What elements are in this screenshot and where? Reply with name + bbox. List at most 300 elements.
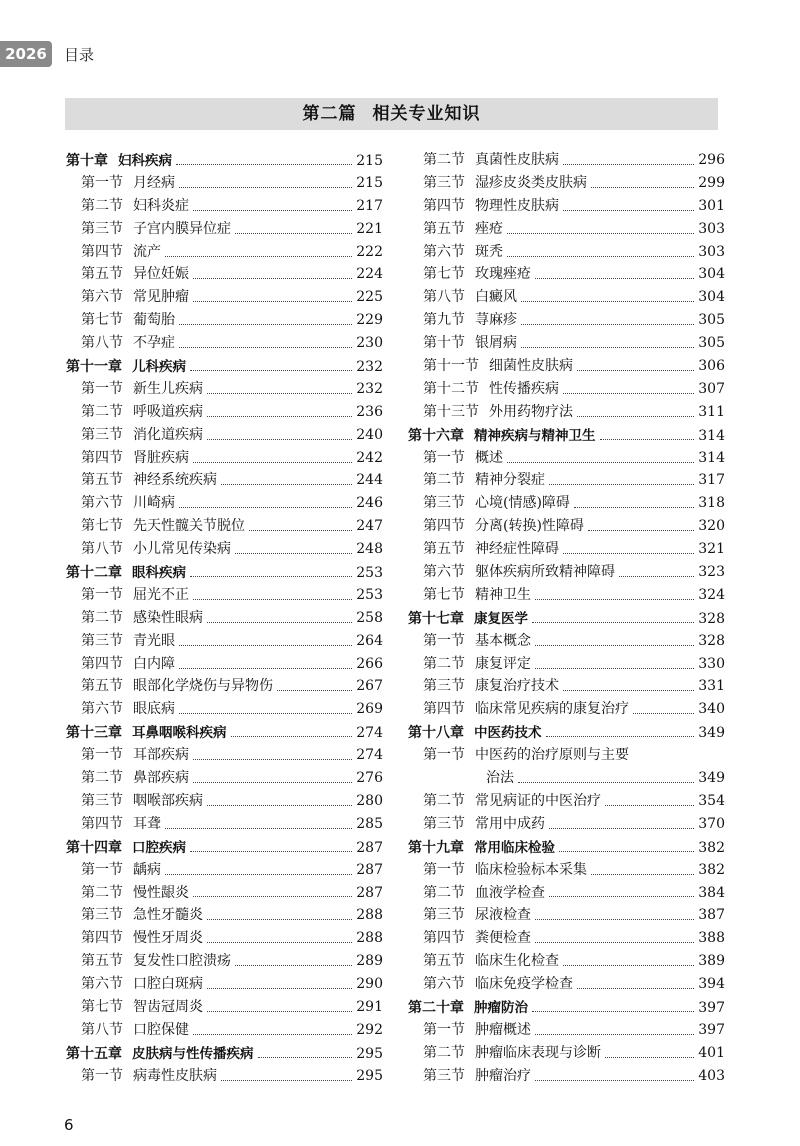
toc-section-entry	[66, 263, 383, 286]
entry-label: 第四节	[423, 930, 465, 947]
entry-title: 精神分裂症	[475, 472, 545, 489]
entry-title: 外用药物疗法	[489, 403, 573, 420]
entry-label: 第一节	[423, 632, 465, 649]
entry-label: 第三节	[81, 632, 123, 649]
entry-title: 血液学检查	[475, 884, 545, 901]
entry-label: 第二节	[423, 792, 465, 809]
toc-section-entry	[408, 927, 725, 950]
toc-chapter-entry	[66, 561, 383, 584]
entry-page: 247	[356, 518, 383, 535]
leader-dots	[577, 416, 694, 417]
toc-section-entry	[408, 561, 725, 584]
toc-section-entry	[408, 859, 725, 882]
leader-dots	[535, 942, 694, 943]
entry-page: 305	[698, 335, 725, 352]
leader-dots	[207, 988, 352, 989]
toc-section-entry	[408, 1042, 725, 1065]
toc-entry-continuation	[408, 767, 725, 790]
entry-page: 248	[356, 541, 383, 558]
toc-section-entry	[66, 469, 383, 492]
entry-label: 第四节	[423, 197, 465, 214]
entry-title: 感染性眼病	[133, 609, 203, 626]
entry-page: 246	[356, 495, 383, 512]
toc-column-right	[408, 149, 725, 1088]
entry-title: 鼻部疾病	[133, 770, 189, 787]
entry-label: 第三节	[81, 907, 123, 924]
toc-section-entry	[408, 355, 725, 378]
entry-page: 301	[698, 197, 725, 214]
entry-title: 肿瘤临床表现与诊断	[475, 1044, 601, 1061]
toc-section-entry	[66, 973, 383, 996]
entry-label: 第十五章	[66, 1045, 122, 1062]
toc-section-entry	[408, 1065, 725, 1088]
entry-page: 321	[698, 541, 725, 558]
toc-section-entry	[66, 286, 383, 309]
entry-title: 咽喉部疾病	[133, 792, 203, 809]
entry-label: 第六节	[81, 495, 123, 512]
entry-title: 耳聋	[133, 815, 161, 832]
toc-section-entry	[66, 515, 383, 538]
entry-label: 第二节	[423, 152, 465, 168]
toc-section-entry	[408, 813, 725, 836]
toc-section-entry	[408, 378, 725, 401]
leader-dots	[600, 439, 695, 440]
entry-page: 320	[698, 518, 725, 535]
entry-page: 274	[356, 747, 383, 764]
entry-page: 324	[698, 586, 725, 603]
leader-dots	[193, 599, 352, 600]
entry-page: 288	[356, 930, 383, 947]
entry-label: 第一节	[81, 586, 123, 603]
entry-page: 318	[698, 495, 725, 512]
entry-title: 川崎病	[133, 495, 175, 512]
entry-label: 第二节	[423, 472, 465, 489]
entry-title: 急性牙髓炎	[133, 907, 203, 924]
entry-page: 317	[698, 472, 725, 489]
entry-page: 292	[356, 1021, 383, 1038]
leader-dots	[190, 851, 352, 852]
entry-title: 尿液检查	[475, 907, 531, 924]
entry-title: 临床生化检查	[475, 953, 559, 970]
entry-title: 流产	[133, 243, 161, 260]
entry-title: 分离(转换)性障碍	[475, 518, 584, 535]
toc-section-entry	[66, 172, 383, 195]
leader-dots	[633, 713, 694, 714]
leader-dots	[507, 233, 694, 234]
entry-label: 第一节	[81, 747, 123, 764]
leader-dots	[193, 1034, 352, 1035]
toc-section-entry	[408, 790, 725, 813]
entry-label: 第三节	[423, 678, 465, 695]
leader-dots	[231, 736, 353, 737]
entry-title: 物理性皮肤病	[475, 197, 559, 214]
leader-dots	[532, 622, 694, 623]
toc-section-entry	[408, 286, 725, 309]
entry-page: 340	[698, 701, 725, 718]
leader-dots	[535, 1034, 694, 1035]
entry-title: 临床常见疾病的康复治疗	[475, 701, 629, 718]
entry-label: 第五节	[81, 266, 123, 283]
toc-chapter-entry	[66, 355, 383, 378]
entry-label: 第四节	[81, 815, 123, 832]
toc-section-entry	[66, 927, 383, 950]
entry-label: 第十节	[423, 335, 465, 352]
entry-label: 第十六章	[408, 427, 464, 444]
entry-label: 第六节	[81, 976, 123, 993]
entry-label: 第三节	[423, 907, 465, 924]
leader-dots	[546, 736, 695, 737]
toc-section-entry	[408, 332, 725, 355]
entry-label: 第十四章	[66, 839, 122, 856]
entry-title: 粪便检查	[475, 930, 531, 947]
entry-title: 荨麻疹	[475, 312, 517, 329]
leader-dots	[207, 805, 352, 806]
year-badge: 2026	[0, 41, 52, 67]
entry-title: 湿疹皮炎类皮肤病	[475, 174, 587, 191]
entry-page: 328	[698, 610, 725, 627]
entry-page: 242	[356, 449, 383, 466]
entry-title: 痤疮	[475, 220, 503, 237]
entry-title: 子宫内膜异位症	[133, 220, 231, 237]
leader-dots	[559, 851, 694, 852]
entry-title: 白癜风	[475, 289, 517, 306]
entry-title: 中医药技术	[474, 725, 542, 742]
entry-label: 第一节	[423, 861, 465, 878]
leader-dots	[193, 759, 352, 760]
entry-label: 第一节	[81, 380, 123, 397]
toc-chapter-entry	[66, 149, 383, 172]
entry-page: 253	[356, 586, 383, 603]
leader-dots	[207, 942, 352, 943]
entry-page: 217	[356, 197, 383, 214]
toc-section-entry	[66, 813, 383, 836]
toc-section-entry	[408, 469, 725, 492]
leader-dots	[549, 484, 694, 485]
toc-section-entry	[66, 584, 383, 607]
entry-page: 397	[698, 1021, 725, 1038]
entry-page: 222	[356, 243, 383, 260]
entry-page: 232	[356, 380, 383, 397]
leader-dots	[235, 553, 352, 554]
leader-dots	[588, 530, 694, 531]
entry-page: 382	[698, 861, 725, 878]
entry-label: 第六节	[81, 701, 123, 718]
entry-label: 第二节	[81, 609, 123, 626]
entry-title: 消化道疾病	[133, 426, 203, 443]
toc-section-entry	[408, 744, 725, 767]
toc-section-entry	[408, 698, 725, 721]
entry-title: 皮肤病与性传播疾病	[132, 1045, 254, 1062]
entry-label: 第三节	[81, 426, 123, 443]
entry-page: 296	[698, 152, 725, 168]
entry-title: 耳部疾病	[133, 747, 189, 764]
entry-page: 232	[356, 359, 383, 376]
entry-title: 妇科炎症	[133, 197, 189, 214]
entry-label: 第一节	[423, 1021, 465, 1038]
entry-label: 第三节	[423, 174, 465, 191]
leader-dots	[190, 576, 352, 577]
leader-dots	[535, 278, 694, 279]
entry-label: 第六节	[423, 976, 465, 993]
leader-dots	[193, 896, 352, 897]
leader-dots	[179, 668, 352, 669]
entry-label: 第四节	[81, 930, 123, 947]
toc-section-entry	[66, 378, 383, 401]
entry-title: 口腔疾病	[132, 839, 186, 856]
entry-title: 呼吸道疾病	[133, 403, 203, 420]
leader-dots	[179, 347, 352, 348]
toc-section-entry	[66, 653, 383, 676]
toc-section-entry	[66, 882, 383, 905]
entry-title: 先天性髋关节脱位	[133, 518, 245, 535]
leader-dots	[521, 347, 694, 348]
entry-title: 异位妊娠	[133, 266, 189, 283]
leader-dots	[207, 1011, 352, 1012]
toc-section-entry	[408, 1019, 725, 1042]
leader-dots	[165, 256, 352, 257]
toc-chapter-entry	[66, 721, 383, 744]
leader-dots	[619, 576, 694, 577]
leader-dots	[563, 164, 694, 165]
entry-page: 303	[698, 220, 725, 237]
entry-page: 230	[356, 335, 383, 352]
toc-section-entry	[66, 675, 383, 698]
leader-dots	[518, 782, 694, 783]
entry-page: 389	[698, 953, 725, 970]
leader-dots	[605, 805, 694, 806]
entry-label: 第六节	[423, 564, 465, 581]
toc-section-entry	[66, 744, 383, 767]
leader-dots	[179, 187, 352, 188]
entry-title: 常见肿瘤	[133, 289, 189, 306]
entry-label: 第五节	[423, 953, 465, 970]
leader-dots	[591, 187, 694, 188]
entry-label: 第二节	[423, 1044, 465, 1061]
entry-label: 第八节	[81, 1021, 123, 1038]
toc-section-entry	[66, 790, 383, 813]
leader-dots	[605, 1057, 694, 1058]
toc-section-entry	[66, 241, 383, 264]
entry-title: 细菌性皮肤病	[489, 358, 573, 375]
entry-label: 第五节	[423, 541, 465, 558]
leader-dots	[535, 645, 694, 646]
toc-chapter-entry	[408, 996, 725, 1019]
leader-dots	[535, 919, 694, 920]
entry-label: 第十章	[66, 153, 108, 169]
entry-label: 第十九章	[408, 839, 464, 856]
toc-section-entry	[66, 195, 383, 218]
entry-label: 第七节	[81, 312, 123, 329]
toc-section-entry	[66, 424, 383, 447]
entry-label: 第一节	[81, 174, 123, 191]
entry-page: 394	[698, 976, 725, 993]
entry-label: 第一节	[81, 1067, 123, 1084]
entry-title: 肿瘤防治	[474, 999, 528, 1016]
entry-label: 第一节	[423, 449, 465, 466]
entry-title: 康复治疗技术	[475, 678, 559, 695]
leader-dots	[535, 1080, 694, 1081]
entry-title: 常用临床检验	[474, 839, 555, 856]
entry-title: 月经病	[133, 174, 175, 191]
entry-label: 第一节	[81, 861, 123, 878]
leader-dots	[507, 462, 694, 463]
toc-section-entry	[408, 492, 725, 515]
entry-title: 新生儿疾病	[133, 380, 203, 397]
entry-page: 349	[698, 725, 725, 742]
entry-label: 第十七章	[408, 610, 464, 627]
entry-page: 314	[698, 427, 725, 444]
leader-dots	[193, 301, 352, 302]
entry-label: 第七节	[423, 586, 465, 603]
leader-dots	[207, 393, 352, 394]
entry-page: 240	[356, 426, 383, 443]
entry-label: 第四节	[81, 243, 123, 260]
entry-page: 387	[698, 907, 725, 924]
entry-page: 304	[698, 266, 725, 283]
leader-dots	[532, 1011, 694, 1012]
entry-page: 331	[698, 678, 725, 695]
entry-page: 253	[356, 565, 383, 582]
entry-page: 267	[356, 678, 383, 695]
entry-label: 第三节	[423, 815, 465, 832]
toc-section-entry	[66, 538, 383, 561]
entry-label: 第二节	[81, 884, 123, 901]
entry-page: 244	[356, 472, 383, 489]
entry-title: 不孕症	[133, 335, 175, 352]
entry-page: 330	[698, 655, 725, 672]
entry-title: 慢性龈炎	[133, 884, 189, 901]
toc-section-entry	[408, 973, 725, 996]
toc-section-entry	[408, 263, 725, 286]
entry-page: 224	[356, 266, 383, 283]
toc-section-entry	[408, 241, 725, 264]
entry-title: 玫瑰痤疮	[475, 266, 531, 283]
leader-dots	[574, 507, 694, 508]
entry-title: 躯体疾病所致精神障碍	[475, 564, 615, 581]
entry-page: 382	[698, 839, 725, 856]
entry-page: 370	[698, 815, 725, 832]
entry-label: 第十三章	[66, 725, 122, 742]
entry-label: 第七节	[423, 266, 465, 283]
leader-dots	[521, 301, 694, 302]
entry-label: 第十三节	[423, 403, 479, 420]
entry-title: 康复评定	[475, 655, 531, 672]
entry-label: 第十二章	[66, 565, 122, 582]
entry-title: 葡萄胎	[133, 312, 175, 329]
entry-title: 银屑病	[475, 335, 517, 352]
entry-title: 耳鼻咽喉科疾病	[132, 725, 227, 742]
entry-label: 第十八章	[408, 725, 464, 742]
toc-chapter-entry	[66, 836, 383, 859]
entry-label: 第二十章	[408, 999, 464, 1016]
toc-column-left	[66, 149, 383, 1088]
toc-chapter-entry	[66, 1042, 383, 1065]
leader-dots	[207, 919, 352, 920]
leader-dots	[235, 233, 352, 234]
toc-section-entry	[66, 1019, 383, 1042]
entry-title: 临床免疫学检查	[475, 976, 573, 993]
entry-title: 儿科疾病	[132, 359, 186, 376]
entry-page: 304	[698, 289, 725, 306]
entry-page: 229	[356, 312, 383, 329]
entry-title: 真菌性皮肤病	[475, 152, 559, 168]
entry-page: 264	[356, 632, 383, 649]
leader-dots	[563, 553, 694, 554]
toc-section-entry	[408, 218, 725, 241]
leader-dots	[179, 713, 352, 714]
entry-page: 274	[356, 725, 383, 742]
leader-dots	[258, 1057, 353, 1058]
toc-section-entry	[66, 630, 383, 653]
entry-page: 328	[698, 632, 725, 649]
entry-page: 288	[356, 907, 383, 924]
entry-label: 第四节	[423, 518, 465, 535]
entry-label: 第三节	[423, 495, 465, 512]
entry-label: 第三节	[81, 792, 123, 809]
leader-dots	[221, 1080, 352, 1081]
toc-section-entry	[408, 584, 725, 607]
entry-label: 第七节	[81, 518, 123, 535]
leader-dots	[249, 530, 352, 531]
entry-page: 311	[698, 403, 725, 420]
entry-page: 276	[356, 770, 383, 787]
entry-title: 精神卫生	[475, 586, 531, 603]
leader-dots	[577, 370, 694, 371]
entry-page: 305	[698, 312, 725, 329]
part-number: 第二篇	[302, 104, 357, 124]
toc-section-entry	[66, 950, 383, 973]
leader-dots	[549, 828, 694, 829]
leader-dots	[207, 622, 352, 623]
leader-dots	[193, 210, 352, 211]
entry-title: 复发性口腔溃疡	[133, 953, 231, 970]
entry-label: 第一节	[423, 747, 465, 764]
leader-dots	[521, 324, 694, 325]
entry-label: 第八节	[423, 289, 465, 306]
entry-title: 屈光不正	[133, 586, 189, 603]
running-header: 目录	[64, 46, 95, 64]
part-title-banner	[65, 98, 718, 130]
entry-page: 314	[698, 449, 725, 466]
toc-section-entry	[66, 492, 383, 515]
toc-section-entry	[408, 172, 725, 195]
leader-dots	[179, 324, 352, 325]
leader-dots	[207, 439, 352, 440]
entry-page: 280	[356, 792, 383, 809]
entry-title: 临床检验标本采集	[475, 861, 587, 878]
leader-dots	[591, 874, 694, 875]
entry-title: 白内障	[133, 655, 175, 672]
toc-section-entry	[408, 447, 725, 470]
entry-label: 第二节	[423, 655, 465, 672]
entry-title: 概述	[475, 449, 503, 466]
entry-label: 第十一章	[66, 359, 122, 376]
entry-title: 基本概念	[475, 632, 531, 649]
entry-label: 第七节	[81, 998, 123, 1015]
entry-label: 第四节	[423, 701, 465, 718]
leader-dots	[207, 416, 352, 417]
leader-dots	[535, 599, 694, 600]
entry-title: 肿瘤治疗	[475, 1067, 531, 1084]
leader-dots	[535, 668, 694, 669]
entry-label: 第四节	[81, 655, 123, 672]
entry-label: 第十二节	[423, 380, 479, 397]
entry-label: 第二节	[81, 770, 123, 787]
entry-label: 第八节	[81, 541, 123, 558]
toc-section-entry	[66, 996, 383, 1019]
entry-page: 397	[698, 999, 725, 1016]
toc-section-entry	[66, 401, 383, 424]
